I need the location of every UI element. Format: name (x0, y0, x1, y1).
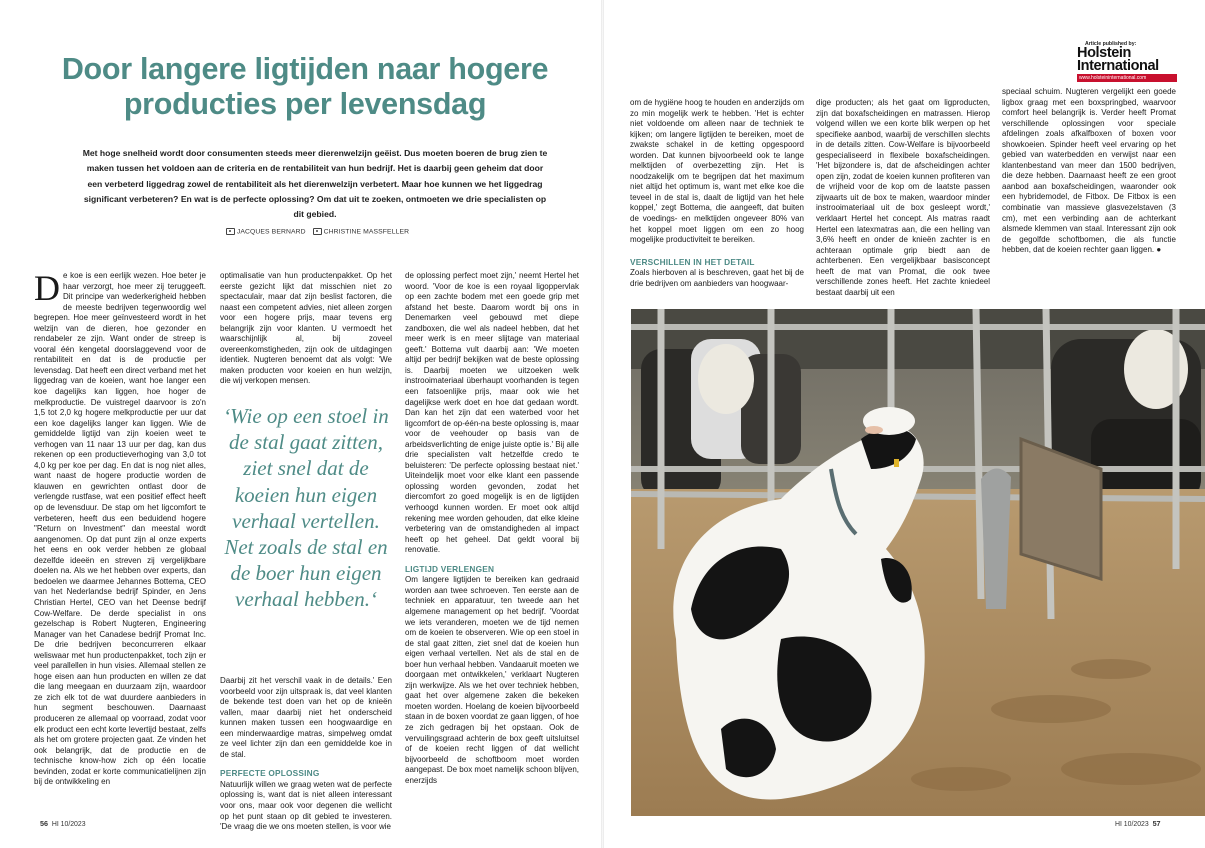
subheading-perfecte-oplossing: PERFECTE OPLOSSING (220, 768, 320, 779)
right-column-1-bottom-text: Zoals hierboven al is beschreven, gaat het bij de drie bedrijven om aanbieders van hoogwaar- (630, 268, 804, 288)
photographer-name: CHRISTINE MASSFELLER (323, 228, 410, 236)
right-page (603, 0, 1205, 848)
dropcap: D (34, 268, 60, 308)
cow-photo (631, 309, 1205, 816)
column-1-text: e koe is een eerlijk wezen. Hoe beter je haar verzorgt, hoe meer zij teruggeeft. Dit principe van wederkerigheid hebben de meeste bedrijven tegenwoordig wel begrepen. Hoe meer geïnvesteerd wordt in het welzijn van de dieren, hoe gezonder en rendabeler ze zijn. Want onder de streep is vooral één kengetal doorslaggevend voor de rentabiliteit en dat is de productie per levensdag. Dat heeft een direct verband met het liggedrag van de koeien, want hoe langer een koe dagelijks kan liggen, hoe hoger de melkproductie. De vuistregel daarvoor is zo'n 1,5 tot 2,0 kg hogere melkproductie per uur dat een koe dagelijks langer kan liggen. Wie de gemiddelde ligtijd van zijn koeien weet te verhogen van 11 naar 13 uur per dag, kan dus rekenen op een productieverhoging van 3,0 tot 4,0 kg per koe per dag. En dat is nog niet alles, want naast de hogere productie worden de klauwen en gewrichten ontlast door de verlengde rustfase, wat een positief effect heeft op de levensduur. De stap om het ligcomfort te verbeteren, heeft dus een beduidend hogere "Return on Investment" dan meestal wordt aangenomen. Op dat punt zijn al onze experts het eens en ook verder hebben ze globaal dezelfde ideeën en streven zij vergelijkbare doelen na. Als we het hebben over experts, dan bedoelen we daarmee Jehannes Bottema, CEO van het Nederlandse bedrijf Spinder, en Jens Christian Hertel, CEO van het Deense bedrijf Cow-Welfare. De derde specialist in ons gezelschap is Robert Nugteren, Engineering Manager van het Canadese bedrijf Promat Inc. De drie bedrijven beconcurreren elkaar weliswaar met hun productenpakket, toch zijn er veel parallellen in hun visies. Allemaal stellen ze hoge eisen aan hun producten en willen ze dat die lang meegaan en duurzaam zijn, waardoor ze zich elk tot de wat duurdere aanbieders in hun segment beschouwen. Daarnaast produceren ze allemaal op voorraad, zodat voor elk product een echt korte levertijd bestaat, zelfs als het om grotere projecten gaat. Ze vinden het ook belangrijk, dat de productie en de technische know-how zich op één locatie bevinden, zodat er korte communicatielijnen zijn bij de ontwikkeling en (34, 271, 206, 787)
logo-line-2: International (1077, 58, 1159, 74)
folio-left (40, 819, 86, 828)
right-column-3-text: speciaal schuim. Nugteren vergelijkt een goede ligbox graag met een boxspringbed, waarvoor comfort heel belangrijk is. Verder heeft Promat verschillende oplossingen voor speciale afdelingen zoals afkalfboxen of boxen voor showkoeien. Spinder heeft veel ervaring op het gebied van waterbedden en verwijst naar een klantenbestand van meer dan 1500 bedrijven, die deze hebben. Daarnaast heeft ze een groot aanbod aan boxafscheidingen, waaronder ook een hybridemodel, de Fitbox. De Fitbox is een combinatie van massieve glasvezelstaven (3 cm), met een verbinding aan de achterkant alsmede klemmen van staal. Interessant zijn ook de gegolfde schoftbomen, die als functie hebben, dat de koeien rechter gaan liggen. (1002, 87, 1176, 255)
end-mark: ● (1156, 245, 1162, 255)
column-3 (405, 271, 579, 786)
logo-line-1: Holstein (1077, 45, 1131, 61)
article-title: Door langere ligtijden naar hogere producties per levensdag (61, 52, 549, 121)
badge-caption: Article published by: (1085, 41, 1137, 47)
credits (150, 228, 480, 235)
left-page (0, 0, 602, 848)
publisher-badge (1077, 41, 1177, 82)
pen-icon (226, 228, 235, 235)
right-column-1 (630, 98, 804, 289)
right-column-2 (816, 98, 990, 298)
subheading-ligtijd-verlengen: LIGTIJD VERLENGEN (405, 563, 495, 574)
column-2-bottom-text: Daarbij zit het verschil vaak in de details.' Een voorbeeld voor zijn uitspraak is, dat veel klanten de bekende test doen van het op de knieën vallen, maar daarbij niet het onderscheid kunnen maken tussen een hoogwaardige en een minderwaardige matras, simpelweg omdat ze veel lichter zijn dan een gemiddelde koe in de stal. (220, 676, 392, 759)
page-number-right: 57 (1152, 819, 1161, 828)
column-1 (34, 268, 206, 788)
column-3-top-text: de oplossing perfect moet zijn,' neemt Hertel het woord. 'Voor de koe is een royaal ligoppervlak op een zachte bodem met een goede grip met afstand het beste. Daarom wordt bij ons in Denemarken veel gebouwd met diepe zandboxen, die wel als nadeel hebben, dat het meer werk is en meer slijtage van materiaal geeft.' Bottema vult daarbij aan: 'We moeten altijd per bedrijf bekijken wat de beste oplossing is. Daarbij moeten we uitzoeken welk instrooimateriaal überhaupt voorhanden is tegen een fatsoenlijke prijs, maar ook wie het dagelijkse werk doet en hoe dat gedaan wordt. Dan kan het zijn dat een waterbed voor het ligcomfort de op-één-na beste oplossing is, maar voor de veehouder op basis van de arbeidsverlichting de enige juiste optie is.' Bij alle drie specialisten valt hetzelfde credo te beluisteren: 'De perfecte oplossing bestaat niet.' Uiteindelijk moet voor elke klant een passende oplossing worden gevonden, zodat het diercomfort zo goed mogelijk is en de ligtijden verhoogd kunnen worden. Er moet ook altijd rekening mee worden gehouden, dat elke kleine verbetering van de omstandigheden al impact heeft op het geheel. Dat geldt vooral bij renovatie. (405, 271, 579, 555)
page-number-left: 56 (40, 819, 48, 828)
folio-right (1115, 819, 1161, 828)
right-column-2-text: dige producten; als het gaat om ligproducten, zijn dat boxafscheidingen en matrassen. Hierop volgend willen we een korte blik werpen op het specifieke aanbod, waarbij de verschillen slechts in de details zitten. Cow-Welfare is bijvoorbeeld gespecialiseerd in flexibele boxafscheidingen. 'Het bijzondere is, dat de afscheidingen achter open zijn, zodat de koeien kunnen profiteren van de vrijheid voor de kop om de laatste passen zijwaarts uit de box te maken, waardoor minder instrooimateriaal uit de box gesleept wordt,' verklaart Hertel het concept. Als matras raadt Hertel een latexmatras aan, die een helling van 3,6% heeft en onder de knieën zachter is en achteraan optimale grip biedt aan de achterbenen. Een vergelijkbaar basisconcept heeft de mat van Promat, die ook twee verschillende zones heeft. Het zachte kniedeel bestaat daarbij uit een (816, 98, 990, 297)
subheading-verschillen: VERSCHILLEN IN HET DETAIL (630, 256, 755, 267)
author-name: JACQUES BERNARD (236, 228, 306, 236)
right-column-1-text: om de hygiëne hoog te houden en anderzijds om zo min mogelijk werk te hebben. 'Het is echter niet voldoende om alleen naar de techniek te kijken; om langere ligtijden te bereiken, moet de zwakste schakel in de ketting opgespoord worden. Dat kunnen bijvoorbeeld ook te lange melktijden of overbezetting zijn. Het is noodzakelijk om te begrijpen dat het maximum niet altijd het optimum is, want met elke koe die teveel in de stal is, daalt de ligtijd van het hele koppel,' zegt Bottema, die aangeeft, dat buiten de voedings- en melktijden ongeveer 80% van het koppel moet liggen om een zo hoog mogelijke productiviteit te bereiken. (630, 98, 804, 245)
camera-icon (313, 228, 322, 235)
column-2-lower (220, 676, 392, 833)
right-column-3 (1002, 87, 1176, 256)
publisher-logo (1077, 47, 1177, 73)
column-2-after-sub-text: Natuurlijk willen we graag weten wat de perfecte oplossing is, want dat is niet alleen interessant voor ons, maar ook voor degenen die wellicht op het punt staan op dit gebied te investeren. 'De vraag die we ons moeten stellen, is voor wie (220, 779, 392, 832)
publisher-url: www.holsteininternational.com (1077, 74, 1177, 82)
cow-illustration (631, 309, 1205, 816)
magazine-issue-right: HI 10/2023 (1115, 821, 1149, 828)
column-3-bottom-text: Om langere ligtijden te bereiken kan gedraaid worden aan twee schroeven. Ten eerste aan de techniek en apparatuur, ten tweede aan het algemene management op het bedrijf. 'Voordat we iets veranderen, moeten we de tijd nemen om de koeien te observeren. Wie op een stoel in de stal gaat zitten, ziet snel dat de koeien hun eigen verhaal vertellen. Net als de stal en de boer hun verhaal hebben. Vandaaruit moeten we doorgaan met ontwikkelen,' verklaart Nugteren zijn werkwijze. Als we het over techniek hebben, gaat het over algemene zaken die bekeken moeten worden. Hoelang de koeien bijvoorbeeld staan in de boxen voordat ze gaan liggen, of hoe ze zich gedragen bij het opstaan. Ook de vervuilingsgraad achterin de box geeft uitsluitsel of de koeien recht liggen of dat wellicht bijvoorbeeld de schoftboom moet worden aangepast. De box moet namelijk schoon blijven, enerzijds (405, 575, 579, 785)
article-lead: Met hoge snelheid wordt door consumenten steeds meer dierenwelzijn geëist. Dus moeten boeren de brug zien te maken tussen het voldoen aan de criteria en de rentabiliteit van hun bedrijf. Het is daarbij geen geheim dat door een verbeterd liggedrag zowel de rentabiliteit als het dierenwelzijn verbetert. Maar hoe kunnen we het liggedrag significant verbeteren? En wat is de perfecte oplossing? Om dat uit te zoeken, ontmoeten we drie specialisten op dit gebied. (82, 148, 548, 220)
column-2-top-text: optimalisatie van hun productenpakket. Op het eerste gezicht lijkt dat misschien niet zo spectaculair, maar dat zijn beslist factoren, die naast een competent advies, niet alleen zorgen voor een hogere prijs, maar tevens erg belangrijk zijn voor klanten. U vermoedt het waarschijnlijk al, bij zoveel overeenkomstigheden, zijn ook de uitdagingen identiek. Nugteren benoemt dat als volgt: 'We maken producten voor koeien en hun welzijn, die wij verkopen mensen. (220, 271, 392, 386)
magazine-issue-left: HI 10/2023 (51, 821, 86, 828)
pull-quote: ‘Wie op een stoel in de stal gaat zitten, ziet snel dat de koeien hun eigen verhaal vertellen. Net zoals de stal en de boer hun eigen verhaal hebben.‘ (223, 404, 389, 612)
column-2 (220, 271, 392, 387)
